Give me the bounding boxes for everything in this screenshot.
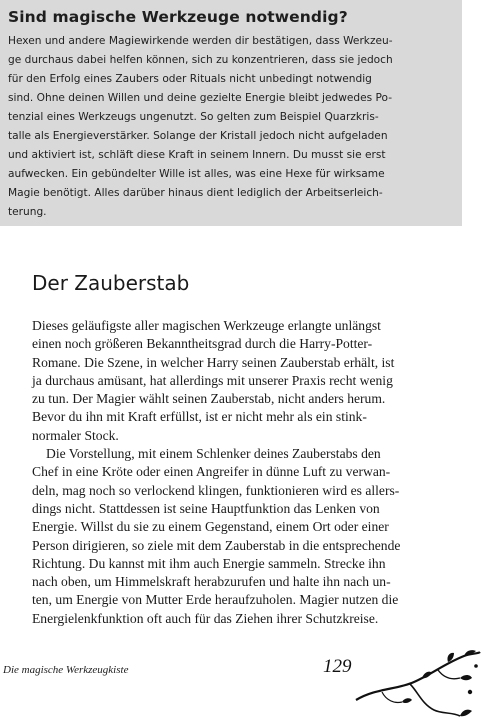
text-line: zu tun. Der Magier wählt seinen Zauberstab, nicht anders herum.: [32, 391, 386, 407]
info-box-text: [8, 32, 456, 222]
info-line: für den Erfolg eines Zaubers oder Rituals nicht unbedingt notwendig: [8, 73, 372, 85]
paragraph: [32, 445, 452, 628]
vine-ornament-icon: [352, 648, 482, 720]
paragraph: [32, 317, 452, 445]
text-line: Die Vorstellung, mit einem Schlenker deines Zauberstabs den: [46, 446, 381, 462]
page-number: 129: [323, 656, 352, 677]
text-line: dings nicht. Stattdessen ist seine Hauptfunktion das Lenken von: [32, 500, 380, 516]
text-line: Bevor du ihn mit Kraft erfüllst, ist er nicht mehr als ein stink-: [32, 409, 367, 425]
info-line: Magie benötigt. Alles darüber hinaus dient lediglich der Arbeitserleich-: [8, 187, 383, 199]
info-line: und aktiviert ist, schläft diese Kraft in seinem Innern. Du musst sie erst: [8, 149, 386, 161]
text-line: Chef in eine Kröte oder einen Angreifer in dünne Luft zu verwan-: [32, 464, 391, 480]
text-line: ten, um Energie von Mutter Erde heraufzuholen. Magier nutzen die: [32, 592, 399, 608]
text-line: einen noch größeren Bekanntheitsgrad durch die Harry-Potter-: [32, 336, 373, 352]
text-line: normaler Stock.: [32, 427, 119, 443]
text-line: deln, mag noch so verlockend klingen, funktionieren wird es allers-: [32, 482, 400, 498]
info-line: terung.: [8, 206, 47, 218]
info-line: aufwecken. Ein gebündelter Wille ist alles, was eine Hexe für wirksame: [8, 168, 385, 180]
info-line: talle als Energieverstärker. Solange der Kristall jedoch nicht aufgeladen: [8, 130, 388, 142]
text-line: ja durchaus amüsant, hat allerdings mit unserer Praxis recht wenig: [32, 372, 393, 388]
info-line: ge durchaus dabei helfen können, sich zu konzentrieren, dass sie jedoch: [8, 54, 393, 66]
info-box-title: Sind magische Werkzeuge notwendig?: [8, 8, 348, 26]
text-line: Energielenkfunktion oft auch für das Ziehen ihrer Schutzkreise.: [32, 610, 379, 626]
text-line: Richtung. Du kannst mit ihm auch Energie sammeln. Strecke ihn: [32, 555, 386, 571]
running-footer: Die magische Werkzeugkiste: [3, 664, 129, 676]
text-line: Energie. Willst du sie zu einem Gegenstand, einem Ort oder einer: [32, 519, 389, 535]
text-line: Romane. Die Szene, in welcher Harry seinen Zauberstab erhält, ist: [32, 354, 395, 370]
info-line: sind. Ohne deinen Willen und deine gezielte Energie bleibt jedwedes Po-: [8, 92, 393, 104]
info-line: Hexen und andere Magiewirkende werden dir bestätigen, dass Werkzeu-: [8, 35, 393, 47]
text-line: Dieses geläufigste aller magischen Werkzeuge erlangte unlängst: [32, 318, 381, 333]
text-line: Person dirigieren, so ziele mit dem Zauberstab in die entsprechende: [32, 537, 401, 553]
section-heading: Der Zauberstab: [32, 271, 190, 295]
body-text: [32, 317, 452, 628]
info-line: tenzial eines Werkzeugs ungenutzt. So gelten zum Beispiel Quarzkris-: [8, 111, 379, 123]
text-line: nach oben, um Himmelskraft herabzurufen und halte ihn nach un-: [32, 574, 391, 590]
info-box: [0, 0, 462, 226]
